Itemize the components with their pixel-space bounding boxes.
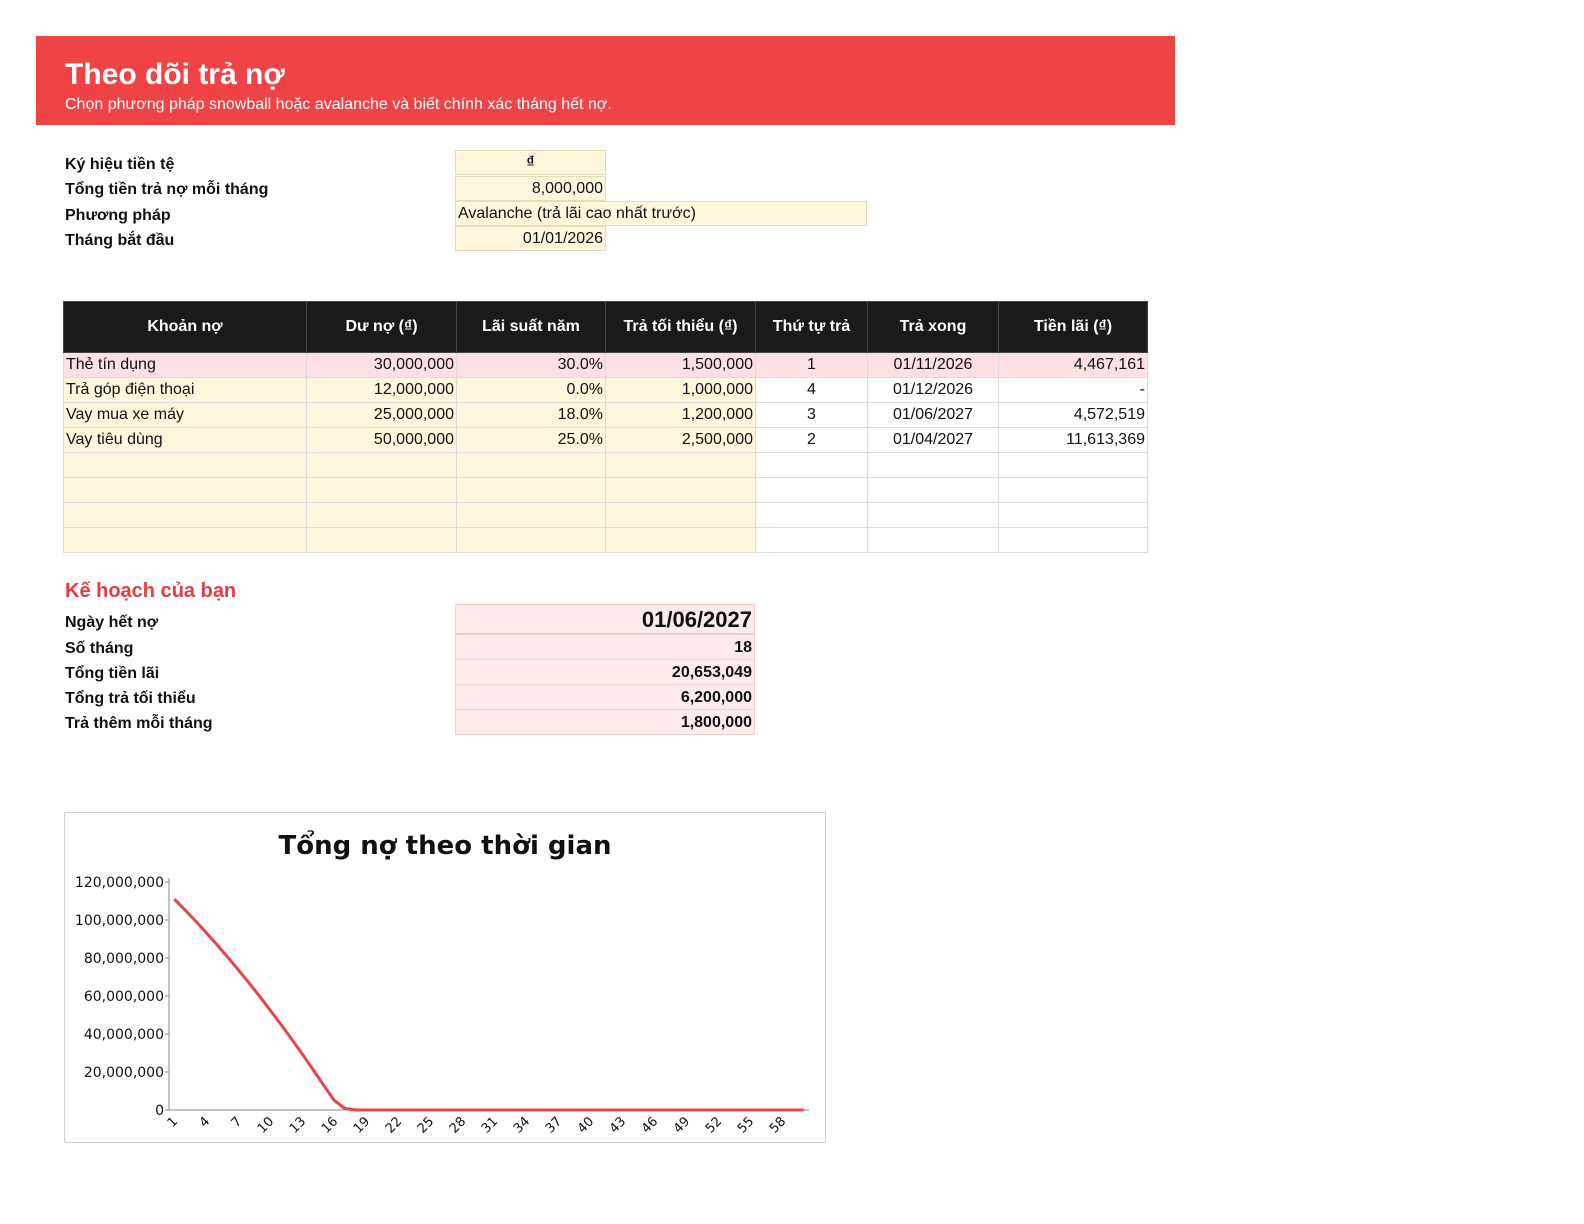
x-tick-label: 49 (670, 1114, 694, 1137)
y-tick-label: 80,000,000 (83, 951, 164, 967)
debt-free-date-label: Ngày hết nợ (65, 614, 159, 631)
paid-off-cell: 01/06/2027 (868, 403, 999, 428)
paid-off-cell (868, 478, 999, 503)
rate-cell[interactable] (457, 528, 606, 553)
balance-cell[interactable]: 30,000,000 (307, 353, 457, 378)
debt-over-time-chart (64, 812, 826, 1143)
header-banner (36, 36, 1175, 125)
debt-free-date-value: 01/06/2027 (455, 604, 755, 634)
chart-canvas (65, 813, 827, 1144)
total-interest-label: Tổng tiền lãi (65, 665, 160, 682)
x-tick-label: 16 (318, 1114, 342, 1137)
debt-name-cell[interactable]: Vay tiêu dùng (64, 428, 307, 453)
interest-cell (999, 503, 1148, 528)
x-tick-label: 19 (350, 1114, 374, 1137)
x-tick-label: 40 (574, 1114, 598, 1137)
x-tick-label: 25 (414, 1114, 438, 1137)
months-value: 18 (455, 634, 755, 660)
method-select[interactable]: Avalanche (trả lãi cao nhất trước) (455, 201, 867, 226)
debt-name-cell[interactable]: Vay mua xe máy (64, 403, 307, 428)
col-header-order: Thứ tự trả (756, 302, 868, 353)
x-tick-label: 34 (510, 1114, 534, 1137)
balance-cell[interactable] (307, 478, 457, 503)
y-tick-label: 120,000,000 (74, 875, 164, 891)
table-row (64, 528, 1148, 553)
balance-cell[interactable] (307, 453, 457, 478)
paid-off-cell: 01/04/2027 (868, 428, 999, 453)
min-payment-cell[interactable] (606, 528, 756, 553)
x-tick-label: 31 (478, 1114, 502, 1137)
start-month-input[interactable]: 01/01/2026 (455, 226, 606, 251)
page-title: Theo dõi trả nợ (65, 58, 285, 91)
interest-cell: 11,613,369 (999, 428, 1148, 453)
table-row (64, 353, 1148, 378)
x-tick-label: 55 (734, 1114, 758, 1137)
x-tick-label: 1 (164, 1114, 182, 1131)
order-cell (756, 503, 868, 528)
total-min-payment-label: Tổng trả tối thiểu (65, 690, 196, 707)
min-payment-cell[interactable] (606, 453, 756, 478)
debt-name-cell[interactable]: Thẻ tín dụng (64, 353, 307, 378)
x-tick-label: 52 (702, 1114, 726, 1137)
col-header-interest: Tiền lãi (₫) (999, 302, 1148, 353)
monthly-total-label: Tổng tiền trả nợ mỗi tháng (65, 181, 269, 198)
debt-name-cell[interactable] (64, 528, 307, 553)
order-cell (756, 453, 868, 478)
x-tick-label: 37 (542, 1114, 566, 1137)
y-tick-label: 100,000,000 (74, 913, 164, 929)
start-month-label: Tháng bắt đầu (65, 232, 175, 249)
page-subtitle: Chọn phương pháp snowball hoặc avalanche và biết chính xác tháng hết nợ. (65, 96, 612, 113)
table-row (64, 453, 1148, 478)
min-payment-cell[interactable] (606, 478, 756, 503)
x-tick-label: 46 (638, 1114, 662, 1137)
table-row (64, 428, 1148, 453)
order-cell (756, 478, 868, 503)
rate-cell[interactable] (457, 453, 606, 478)
currency-input[interactable]: ₫ (455, 150, 606, 175)
rate-cell[interactable]: 30.0% (457, 353, 606, 378)
interest-cell: 4,572,519 (999, 403, 1148, 428)
min-payment-cell[interactable]: 1,000,000 (606, 378, 756, 403)
paid-off-cell (868, 503, 999, 528)
order-cell: 1 (756, 353, 868, 378)
rate-cell[interactable]: 18.0% (457, 403, 606, 428)
extra-payment-label: Trả thêm mỗi tháng (65, 715, 213, 732)
min-payment-cell[interactable]: 2,500,000 (606, 428, 756, 453)
col-header-min-payment: Trả tối thiểu (₫) (606, 302, 756, 353)
table-row (64, 503, 1148, 528)
order-cell (756, 528, 868, 553)
balance-cell[interactable]: 25,000,000 (307, 403, 457, 428)
x-tick-label: 4 (196, 1114, 214, 1131)
x-tick-label: 28 (446, 1114, 470, 1137)
order-cell: 3 (756, 403, 868, 428)
total-interest-value: 20,653,049 (455, 659, 755, 685)
monthly-total-input[interactable]: 8,000,000 (455, 176, 606, 201)
table-header-row (64, 302, 1148, 353)
total-min-payment-value: 6,200,000 (455, 684, 755, 710)
balance-cell[interactable]: 50,000,000 (307, 428, 457, 453)
paid-off-cell (868, 453, 999, 478)
x-tick-label: 7 (228, 1114, 246, 1131)
x-tick-label: 10 (254, 1114, 278, 1137)
debts-table (63, 301, 1148, 553)
paid-off-cell (868, 528, 999, 553)
table-row (64, 478, 1148, 503)
chart-title: Tổng nợ theo thời gian (278, 831, 612, 861)
balance-cell[interactable] (307, 503, 457, 528)
debt-name-cell[interactable] (64, 478, 307, 503)
y-tick-label: 0 (155, 1103, 164, 1119)
rate-cell[interactable] (457, 503, 606, 528)
table-row (64, 378, 1148, 403)
x-tick-label: 43 (606, 1114, 630, 1137)
y-tick-label: 40,000,000 (83, 1027, 164, 1043)
extra-payment-value: 1,800,000 (455, 709, 755, 735)
paid-off-cell: 01/11/2026 (868, 353, 999, 378)
table-row (64, 403, 1148, 428)
col-header-debt: Khoản nợ (64, 302, 307, 353)
interest-cell (999, 478, 1148, 503)
method-label: Phương pháp (65, 207, 171, 224)
col-header-rate: Lãi suất năm (457, 302, 606, 353)
col-header-paid-off: Trả xong (868, 302, 999, 353)
rate-cell[interactable] (457, 478, 606, 503)
rate-cell[interactable]: 0.0% (457, 378, 606, 403)
min-payment-cell[interactable]: 1,500,000 (606, 353, 756, 378)
order-cell: 4 (756, 378, 868, 403)
interest-cell (999, 453, 1148, 478)
order-cell: 2 (756, 428, 868, 453)
col-header-balance: Dư nợ (₫) (307, 302, 457, 353)
debt-name-cell[interactable] (64, 503, 307, 528)
currency-label: Ký hiệu tiền tệ (65, 156, 175, 173)
series-line (174, 899, 803, 1110)
interest-cell: 4,467,161 (999, 353, 1148, 378)
interest-cell (999, 528, 1148, 553)
plan-title: Kế hoạch của bạn (65, 580, 237, 602)
y-tick-label: 60,000,000 (83, 989, 164, 1005)
min-payment-cell[interactable] (606, 503, 756, 528)
debt-name-cell[interactable]: Trả góp điện thoại (64, 378, 307, 403)
rate-cell[interactable]: 25.0% (457, 428, 606, 453)
interest-cell: - (999, 378, 1148, 403)
x-tick-label: 13 (286, 1114, 310, 1137)
x-tick-label: 22 (382, 1114, 406, 1137)
debt-name-cell[interactable] (64, 453, 307, 478)
paid-off-cell: 01/12/2026 (868, 378, 999, 403)
x-tick-label: 58 (766, 1114, 790, 1137)
min-payment-cell[interactable]: 1,200,000 (606, 403, 756, 428)
balance-cell[interactable] (307, 528, 457, 553)
balance-cell[interactable]: 12,000,000 (307, 378, 457, 403)
y-tick-label: 20,000,000 (83, 1065, 164, 1081)
months-label: Số tháng (65, 640, 134, 657)
